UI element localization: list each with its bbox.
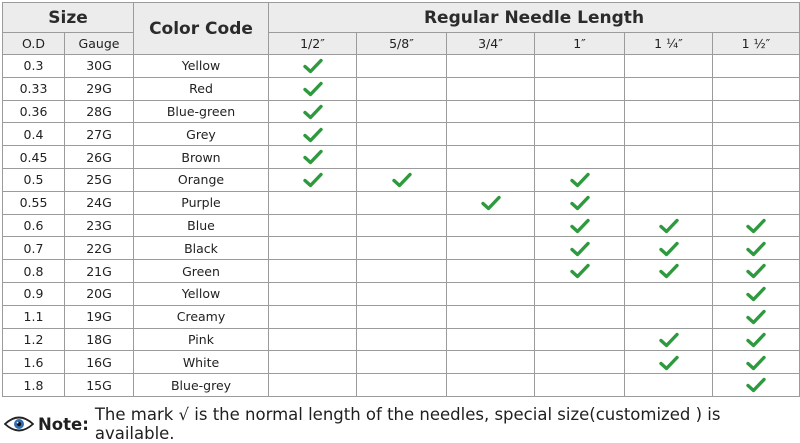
length-cell [713, 351, 800, 374]
length-cell [269, 237, 357, 260]
table-row [3, 260, 800, 283]
gauge-cell: 19G [65, 305, 134, 328]
length-cell [713, 146, 800, 169]
gauge-cell: 18G [65, 328, 134, 351]
gauge-cell: 15G [65, 374, 134, 397]
size-header: Size [3, 3, 134, 33]
length-cell [713, 282, 800, 305]
check-icon [746, 332, 766, 348]
check-icon [570, 241, 590, 257]
check-icon [570, 195, 590, 211]
length-cell [625, 374, 713, 397]
length-header: 1″ [535, 33, 625, 55]
gauge-cell: 28G [65, 100, 134, 123]
length-cell [625, 305, 713, 328]
length-cell [357, 351, 447, 374]
note [4, 405, 800, 443]
length-cell [535, 123, 625, 146]
length-cell [447, 100, 535, 123]
gauge-cell: 27G [65, 123, 134, 146]
length-cell [447, 374, 535, 397]
gauge-cell: 23G [65, 214, 134, 237]
length-cell [357, 237, 447, 260]
length-cell [535, 191, 625, 214]
length-cell [447, 305, 535, 328]
table-row [3, 100, 800, 123]
color-cell: Blue [134, 214, 269, 237]
table-row [3, 328, 800, 351]
length-cell [269, 214, 357, 237]
check-icon [746, 286, 766, 302]
length-cell [625, 328, 713, 351]
length-cell [625, 146, 713, 169]
od-cell: 0.3 [3, 55, 65, 78]
length-cell [269, 351, 357, 374]
length-header: 1 ½″ [713, 33, 800, 55]
length-cell [269, 305, 357, 328]
length-cell [269, 260, 357, 283]
check-icon [659, 355, 679, 371]
gauge-cell: 22G [65, 237, 134, 260]
length-cell [269, 191, 357, 214]
length-cell [357, 282, 447, 305]
table-row [3, 351, 800, 374]
length-cell [625, 191, 713, 214]
length-cell [447, 260, 535, 283]
table-row [3, 191, 800, 214]
od-cell: 0.9 [3, 282, 65, 305]
od-cell: 0.36 [3, 100, 65, 123]
length-cell [713, 55, 800, 78]
gauge-cell: 29G [65, 77, 134, 100]
check-icon [746, 309, 766, 325]
length-cell [713, 168, 800, 191]
color-cell: White [134, 351, 269, 374]
length-cell [713, 214, 800, 237]
length-cell [535, 237, 625, 260]
length-cell [269, 168, 357, 191]
length-cell [535, 146, 625, 169]
length-cell [269, 100, 357, 123]
length-cell [447, 77, 535, 100]
color-code-header: Color Code [134, 3, 269, 55]
gauge-cell: 25G [65, 168, 134, 191]
gauge-header: Gauge [65, 33, 134, 55]
length-cell [357, 260, 447, 283]
color-cell: Red [134, 77, 269, 100]
length-cell [713, 260, 800, 283]
length-cell [625, 100, 713, 123]
od-cell: 0.6 [3, 214, 65, 237]
color-cell: Purple [134, 191, 269, 214]
color-cell: Pink [134, 328, 269, 351]
length-cell [357, 55, 447, 78]
color-cell: Blue-grey [134, 374, 269, 397]
od-cell: 1.6 [3, 351, 65, 374]
length-header: 5/8″ [357, 33, 447, 55]
length-cell [447, 214, 535, 237]
length-cell [535, 260, 625, 283]
note-label: Note: [38, 414, 89, 434]
check-icon [659, 218, 679, 234]
length-cell [269, 55, 357, 78]
length-cell [357, 77, 447, 100]
length-cell [625, 55, 713, 78]
length-cell [625, 282, 713, 305]
od-cell: 0.8 [3, 260, 65, 283]
table-row [3, 374, 800, 397]
color-cell: Creamy [134, 305, 269, 328]
needle-spec-table [2, 2, 800, 397]
od-cell: 0.4 [3, 123, 65, 146]
length-cell [625, 351, 713, 374]
length-cell [269, 123, 357, 146]
table-row [3, 282, 800, 305]
length-cell [447, 191, 535, 214]
length-cell [713, 100, 800, 123]
color-cell: Black [134, 237, 269, 260]
check-icon [659, 332, 679, 348]
od-cell: 0.55 [3, 191, 65, 214]
table-body [3, 55, 800, 397]
length-cell [713, 123, 800, 146]
table-row [3, 146, 800, 169]
length-cell [625, 123, 713, 146]
gauge-cell: 30G [65, 55, 134, 78]
od-cell: 0.7 [3, 237, 65, 260]
length-cell [713, 374, 800, 397]
table-row [3, 214, 800, 237]
check-icon [659, 263, 679, 279]
check-icon [392, 172, 412, 188]
check-icon [303, 127, 323, 143]
check-icon [570, 172, 590, 188]
od-cell: 1.8 [3, 374, 65, 397]
check-icon [746, 355, 766, 371]
length-cell [713, 191, 800, 214]
length-cell [713, 328, 800, 351]
length-cell [535, 100, 625, 123]
gauge-cell: 20G [65, 282, 134, 305]
od-cell: 0.5 [3, 168, 65, 191]
length-cell [269, 374, 357, 397]
gauge-cell: 21G [65, 260, 134, 283]
length-cell [713, 77, 800, 100]
od-cell: 1.2 [3, 328, 65, 351]
length-cell [357, 305, 447, 328]
length-cell [447, 237, 535, 260]
length-cell [625, 77, 713, 100]
gauge-cell: 26G [65, 146, 134, 169]
length-cell [357, 123, 447, 146]
length-cell [447, 351, 535, 374]
check-icon [303, 81, 323, 97]
check-icon [570, 218, 590, 234]
length-cell [447, 146, 535, 169]
length-cell [447, 55, 535, 78]
length-cell [447, 168, 535, 191]
regular-length-header: Regular Needle Length [269, 3, 800, 33]
check-icon [746, 263, 766, 279]
length-cell [447, 123, 535, 146]
check-icon [570, 263, 590, 279]
table-row [3, 123, 800, 146]
length-cell [625, 237, 713, 260]
table-row [3, 168, 800, 191]
length-cell [357, 100, 447, 123]
note-text: The mark √ is the normal length of the needles, special size(customized ) is available. [94, 405, 721, 443]
check-icon [303, 149, 323, 165]
color-cell: Brown [134, 146, 269, 169]
length-cell [357, 214, 447, 237]
check-icon [746, 241, 766, 257]
length-cell [357, 374, 447, 397]
length-cell [625, 260, 713, 283]
length-cell [625, 214, 713, 237]
length-cell [357, 146, 447, 169]
length-cell [535, 168, 625, 191]
length-cell [625, 168, 713, 191]
length-cell [269, 146, 357, 169]
length-cell [535, 351, 625, 374]
length-cell [269, 282, 357, 305]
table-row [3, 305, 800, 328]
check-icon [659, 241, 679, 257]
length-cell [535, 305, 625, 328]
length-cell [447, 282, 535, 305]
length-cell [357, 168, 447, 191]
od-cell: 1.1 [3, 305, 65, 328]
color-cell: Orange [134, 168, 269, 191]
length-cell [447, 328, 535, 351]
table-row [3, 55, 800, 78]
length-cell [535, 214, 625, 237]
length-cell [357, 328, 447, 351]
color-cell: Yellow [134, 55, 269, 78]
length-cell [535, 55, 625, 78]
od-cell: 0.33 [3, 77, 65, 100]
color-cell: Green [134, 260, 269, 283]
check-icon [746, 218, 766, 234]
check-icon [303, 104, 323, 120]
length-cell [269, 328, 357, 351]
od-header: O.D [3, 33, 65, 55]
check-icon [746, 377, 766, 393]
table-row [3, 77, 800, 100]
check-icon [303, 172, 323, 188]
length-cell [535, 77, 625, 100]
color-cell: Blue-green [134, 100, 269, 123]
length-cell [713, 237, 800, 260]
eye-icon [4, 415, 34, 433]
color-cell: Yellow [134, 282, 269, 305]
length-header: 3/4″ [447, 33, 535, 55]
length-header: 1 ¼″ [625, 33, 713, 55]
length-cell [535, 374, 625, 397]
length-cell [535, 282, 625, 305]
check-icon [481, 195, 501, 211]
check-icon [303, 58, 323, 74]
gauge-cell: 16G [65, 351, 134, 374]
length-cell [713, 305, 800, 328]
length-header: 1/2″ [269, 33, 357, 55]
length-cell [269, 77, 357, 100]
length-cell [357, 191, 447, 214]
table-row [3, 237, 800, 260]
length-cell [535, 328, 625, 351]
color-cell: Grey [134, 123, 269, 146]
gauge-cell: 24G [65, 191, 134, 214]
od-cell: 0.45 [3, 146, 65, 169]
